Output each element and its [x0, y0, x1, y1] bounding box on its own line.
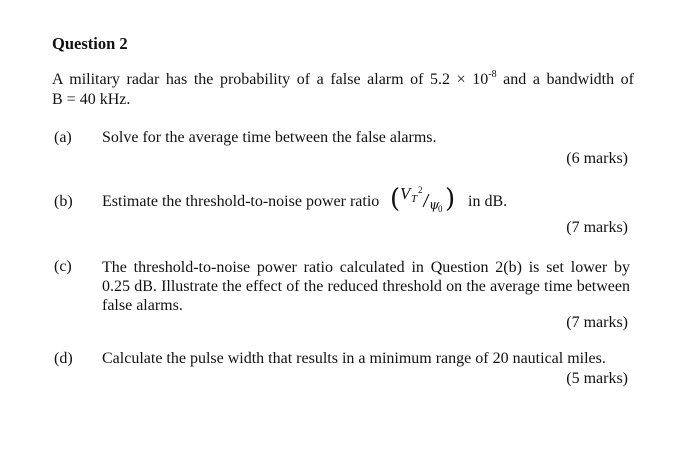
question-heading: Question 2: [52, 34, 128, 53]
formula-numerator-superscript: 2: [418, 185, 423, 195]
part-c-line-3: false alarms.: [102, 297, 183, 314]
part-d-label: (d): [54, 350, 73, 367]
snr-ratio-formula: [390, 182, 458, 214]
question-intro: [52, 70, 634, 110]
part-c-label: (c): [54, 258, 72, 275]
intro-line-1: A military radar has the probability of a false alarm of $5.2 \times 10^{-8}$ and a bandwidth of: [52, 68, 634, 88]
part-c-line-2: 0.25 dB. Illustrate the effect of the reduced threshold on the average time between: [102, 278, 630, 295]
formula-numerator-subscript: T: [411, 193, 418, 205]
part-a-label: (a): [54, 129, 72, 146]
formula-denominator: ψ: [429, 198, 440, 213]
part-b-text-after: in dB.: [468, 193, 508, 210]
intro-exponent: -8: [488, 68, 497, 80]
part-b-label: (b): [54, 193, 73, 210]
intro-line-2: B = 40 kHz.: [52, 91, 131, 108]
part-d-marks: (5 marks): [566, 370, 628, 387]
formula-denominator-subscript: 0: [438, 204, 443, 214]
part-c-marks: (7 marks): [566, 314, 628, 331]
part-b-text: Estimate the threshold-to-noise power ratio: [102, 193, 380, 210]
part-d-text: Calculate the pulse width that results in a minimum range of 20 nautical miles.: [102, 350, 606, 367]
formula-right-paren: ): [445, 184, 456, 214]
formula-left-paren: (: [390, 184, 401, 214]
part-c-line-1: The threshold-to-noise power ratio calculated in Question 2(b) is set lower by: [102, 259, 630, 276]
part-a-text: Solve for the average time between the false alarms.: [102, 129, 437, 146]
formula-numerator: V: [400, 184, 411, 203]
part-c-text: [102, 258, 630, 315]
part-a-marks: (6 marks): [566, 150, 628, 167]
part-b-marks: (7 marks): [566, 219, 628, 236]
